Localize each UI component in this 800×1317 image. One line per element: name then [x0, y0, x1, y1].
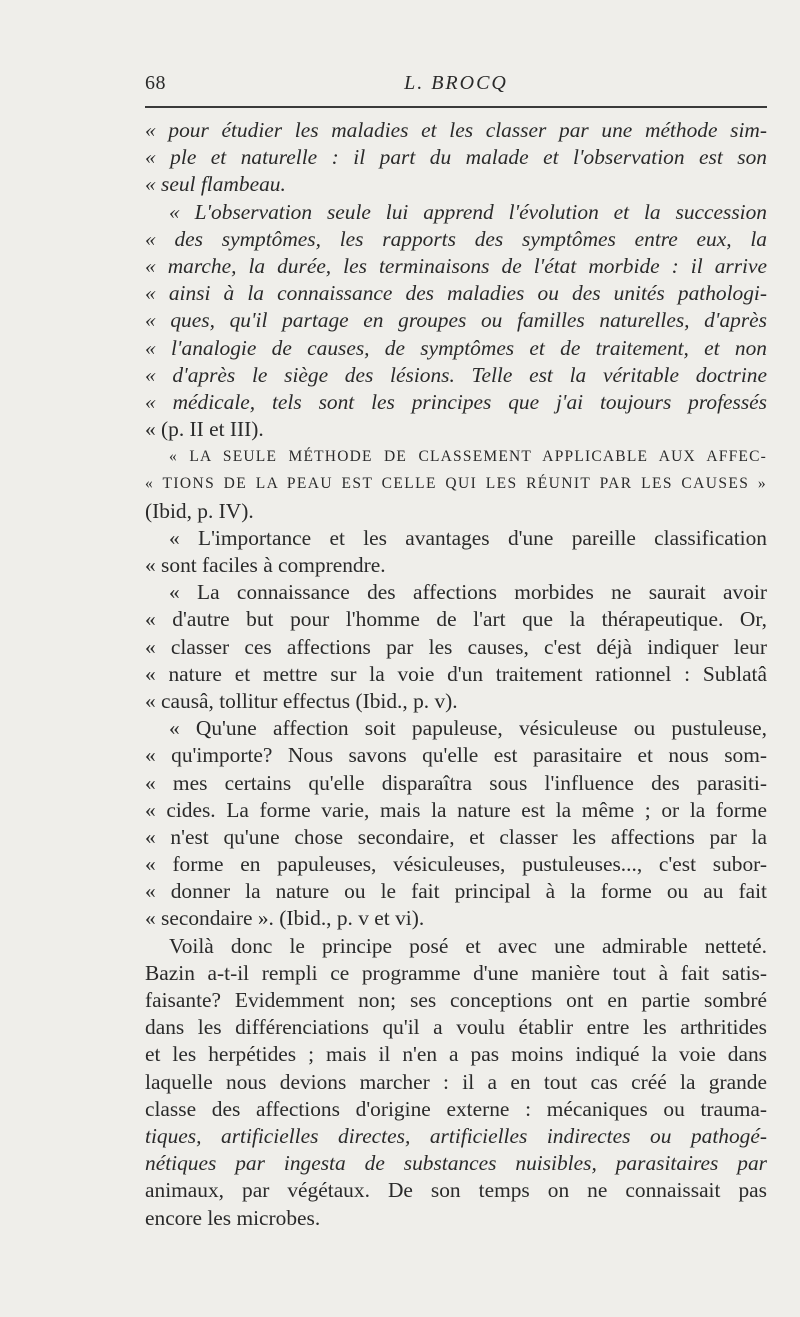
text-line: « L'importance et les avantages d'une pareille classification: [169, 525, 767, 550]
text-line: « médicale, tels sont les principes que j'ai toujours professés: [145, 389, 767, 414]
text-line: « marche, la durée, les terminaisons de l'état morbide : il arrive: [145, 253, 767, 278]
text-line: « La connaissance des affections morbides ne saurait avoir: [169, 580, 767, 605]
text-line: « causâ, tollitur effectus (Ibid., p. v).: [145, 688, 458, 713]
text-line: « ques, qu'il partage en groupes ou familles naturelles, d'après: [145, 308, 767, 333]
text-line: « donner la nature ou le fait principal à la forme ou au fait: [145, 879, 767, 904]
text-line: « ple et naturelle : il part du malade et l'observation est son: [145, 145, 767, 170]
text-line: « (p. II et III).: [145, 417, 264, 442]
text-line: Bazin a-t-il rempli ce programme d'une manière tout à fait satis-: [145, 960, 767, 985]
text-line: animaux, par végétaux. De son temps on ne connaissait pas: [145, 1178, 767, 1203]
text-line: laquelle nous devions marcher : il a en tout cas créé la grande: [145, 1069, 767, 1094]
text-line: « cides. La forme varie, mais la nature est la même ; or la forme: [145, 797, 767, 822]
text-line: faisante? Evidemment non; ses conceptions ont en partie sombré: [145, 988, 767, 1012]
text-line: tiques, artificielles directes, artificielles indirectes ou pathogé-: [145, 1123, 767, 1148]
text-line: « forme en papuleuses, vésiculeuses, pustuleuses..., c'est subor-: [145, 852, 767, 877]
text-line: classe des affections d'origine externe : mécaniques ou trauma-: [145, 1096, 767, 1121]
text-line: « TIONS DE LA PEAU EST CELLE QUI LES RÉUNIT PAR LES CAUSES »: [145, 475, 767, 493]
text-line: dans les différenciations qu'il a voulu établir entre les arthritides: [145, 1015, 767, 1040]
text-line: Voilà donc le principe posé et avec une admirable netteté.: [169, 933, 767, 958]
text-line: « qu'importe? Nous savons qu'elle est parasitaire et nous som-: [145, 743, 767, 768]
text-line: « seul flambeau.: [145, 172, 286, 197]
text-line: « ainsi à la connaissance des maladies ou des unités pathologi-: [145, 281, 767, 306]
header-rule: [145, 106, 767, 108]
text-line: « LA SEULE MÉTHODE DE CLASSEMENT APPLICABLE AUX AFFEC-: [169, 448, 767, 466]
text-line: (Ibid, p. IV).: [145, 498, 254, 523]
text-line: « secondaire ». (Ibid., p. v et vi).: [145, 906, 425, 931]
text-line: « n'est qu'une chose secondaire, et classer les affections par la: [145, 824, 767, 849]
text-line: « des symptômes, les rapports des symptômes entre eux, la: [145, 226, 767, 251]
running-title: L. BROCQ: [404, 72, 508, 94]
text-line: et les herpétides ; mais il n'en a pas moins indiqué la voie dans: [145, 1042, 767, 1067]
text-line: « mes certains qu'elle disparaîtra sous l'influence des parasiti-: [145, 770, 767, 795]
body-text: [145, 117, 767, 1232]
text-line: « sont faciles à comprendre.: [145, 553, 386, 577]
text-line: « Qu'une affection soit papuleuse, vésiculeuse ou pustuleuse,: [169, 716, 767, 741]
text-line: « pour étudier les maladies et les classer par une méthode sim-: [145, 118, 767, 142]
page-number: 68: [145, 72, 166, 94]
text-line: nétiques par ingesta de substances nuisibles, parasitaires par: [145, 1151, 767, 1176]
running-header: [145, 72, 767, 98]
text-line: « l'analogie de causes, de symptômes et de traitement, et non: [145, 335, 767, 360]
text-line: « L'observation seule lui apprend l'évolution et la succession: [169, 199, 767, 224]
text-line: « nature et mettre sur la voie d'un traitement rationnel : Sublatâ: [145, 661, 767, 686]
text-line: « classer ces affections par les causes, c'est déjà indiquer leur: [145, 634, 767, 659]
text-line: « d'après le siège des lésions. Telle est la véritable doctrine: [145, 362, 767, 387]
text-line: encore les microbes.: [145, 1205, 321, 1230]
text-line: « d'autre but pour l'homme de l'art que la thérapeutique. Or,: [145, 607, 767, 632]
